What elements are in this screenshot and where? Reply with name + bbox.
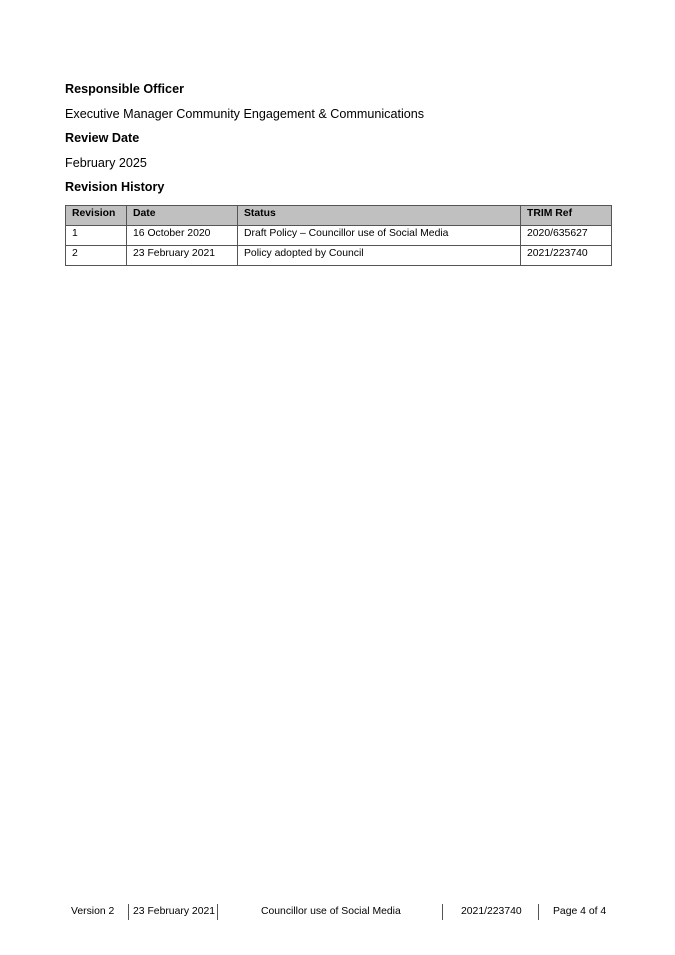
footer-page-number: Page 4 of 4 — [553, 906, 607, 917]
footer-date: 23 February 2021 — [133, 906, 216, 917]
cell-status: Draft Policy – Councillor use of Social Media — [238, 226, 521, 246]
footer-version: Version 2 — [71, 906, 115, 917]
cell-trim-ref: 2021/223740 — [521, 246, 612, 266]
cell-date: 23 February 2021 — [127, 246, 238, 266]
footer-divider — [128, 904, 129, 920]
responsible-officer-value: Executive Manager Community Engagement & Communications — [65, 107, 425, 121]
footer-document-title: Councillor use of Social Media — [261, 906, 401, 917]
column-header-trim-ref: TRIM Ref — [521, 206, 612, 226]
column-header-revision: Revision — [66, 206, 127, 226]
footer-divider — [538, 904, 539, 920]
cell-trim-ref: 2020/635627 — [521, 226, 612, 246]
column-header-status: Status — [238, 206, 521, 226]
revision-history-table — [65, 205, 612, 266]
cell-status: Policy adopted by Council — [238, 246, 521, 266]
footer-divider — [217, 904, 218, 920]
table-row — [66, 226, 612, 246]
review-date-value: February 2025 — [65, 156, 147, 170]
cell-date: 16 October 2020 — [127, 226, 238, 246]
footer-trim-ref: 2021/223740 — [461, 906, 522, 917]
responsible-officer-heading: Responsible Officer — [65, 82, 184, 96]
revision-history-heading: Revision History — [65, 180, 165, 194]
page-footer — [0, 904, 675, 920]
column-header-date: Date — [127, 206, 238, 226]
footer-divider — [442, 904, 443, 920]
review-date-heading: Review Date — [65, 131, 140, 145]
table-row — [66, 246, 612, 266]
cell-revision: 1 — [66, 226, 127, 246]
table-header-row — [66, 206, 612, 226]
cell-revision: 2 — [66, 246, 127, 266]
